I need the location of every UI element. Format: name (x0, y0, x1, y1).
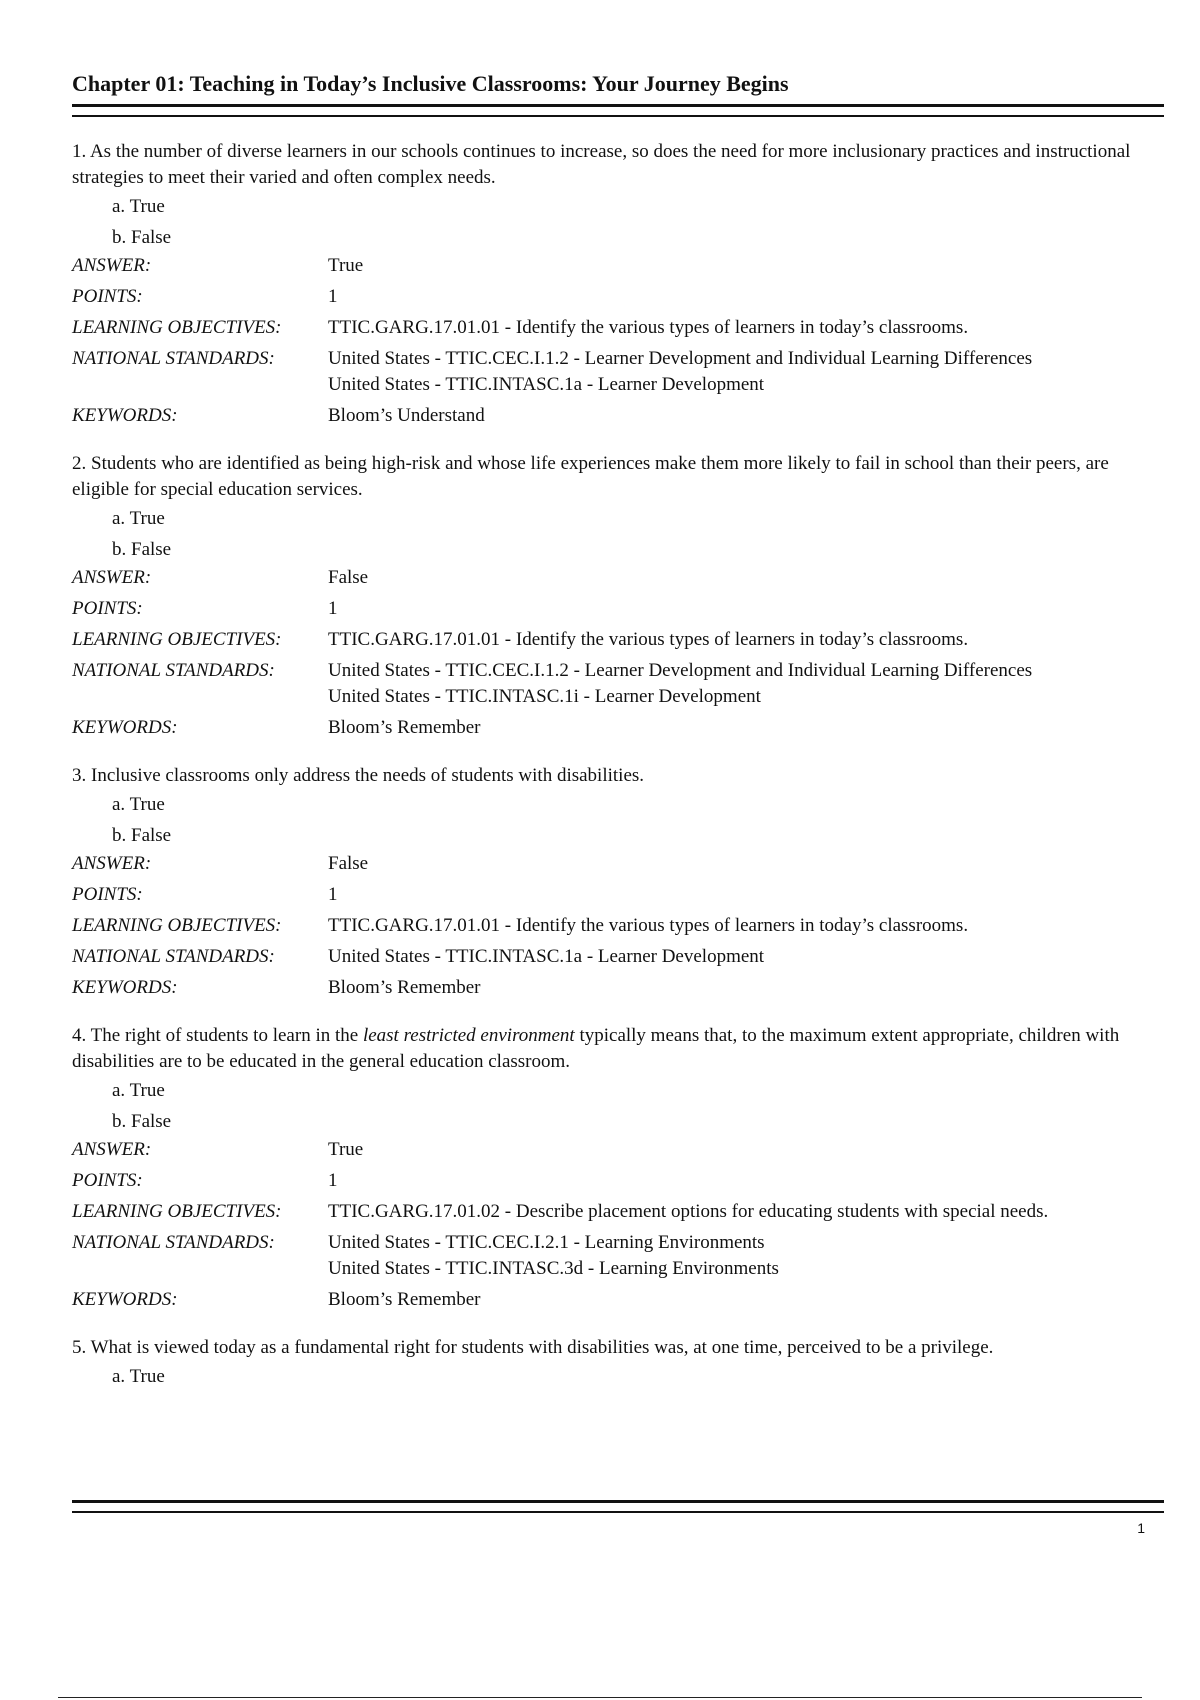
chapter-title: Chapter 01: Teaching in Today’s Inclusive Classrooms: Your Journey Begins (72, 71, 789, 96)
question-stem: 1. As the number of diverse learners in our schools continues to increase, so does the need for more inclusionary practices and instructional strategies to meet their varied and often complex needs. (72, 141, 1131, 188)
answer-choice: b. False (112, 825, 172, 846)
answer-row-label: ANSWER: (72, 567, 152, 588)
learning-objectives-row-label: LEARNING OBJECTIVES: (72, 317, 282, 338)
answer-choice: a. True (112, 794, 165, 815)
points-row-value: 1 (328, 598, 338, 619)
national-standards-row-label: NATIONAL STANDARDS: (72, 348, 275, 369)
national-standards-row-value: United States - TTIC.CEC.I.1.2 - Learner Development and Individual Learning Differences United States - TTIC.INTASC.1i - Learner Development (328, 660, 1033, 707)
learning-objectives-row-value: TTIC.GARG.17.01.02 - Describe placement options for educating students with special needs. (328, 1201, 1049, 1222)
points-row-label: POINTS: (72, 286, 143, 307)
answer-choice: b. False (112, 1111, 172, 1132)
national-standards-row-label: NATIONAL STANDARDS: (72, 660, 275, 681)
keywords-row-label: KEYWORDS: (72, 717, 178, 738)
national-standards-row-label: NATIONAL STANDARDS: (72, 946, 275, 967)
learning-objectives-row (72, 1199, 1164, 1225)
answer-row (72, 1137, 1164, 1163)
question-block (72, 139, 1164, 429)
national-standards-row (72, 658, 1164, 710)
points-row (72, 882, 1164, 908)
answer-row (72, 253, 1164, 279)
header-rule (72, 104, 1164, 117)
question-list (72, 139, 1164, 1392)
answer-row-value: False (328, 567, 369, 588)
bottom-divider (58, 1697, 1142, 1698)
keywords-row-value: Bloom’s Remember (328, 977, 481, 998)
points-row-label: POINTS: (72, 1170, 143, 1191)
national-standards-row (72, 1230, 1164, 1282)
footer-rule (72, 1500, 1164, 1513)
points-row (72, 1168, 1164, 1194)
learning-objectives-row-label: LEARNING OBJECTIVES: (72, 629, 282, 650)
page-number: 1 (1137, 1520, 1145, 1536)
answer-row-label: ANSWER: (72, 1139, 152, 1160)
answer-row-value: False (328, 853, 369, 874)
keywords-row-value: Bloom’s Understand (328, 405, 485, 426)
keywords-row (72, 975, 1164, 1001)
learning-objectives-row-value: TTIC.GARG.17.01.01 - Identify the various types of learners in today’s classrooms. (328, 317, 969, 338)
answer-choice: a. True (112, 1080, 165, 1101)
national-standards-row-value: United States - TTIC.CEC.I.2.1 - Learning Environments United States - TTIC.INTASC.3d - Learning Environments (328, 1232, 779, 1279)
keywords-row-label: KEYWORDS: (72, 405, 178, 426)
learning-objectives-row-value: TTIC.GARG.17.01.01 - Identify the various types of learners in today’s classrooms. (328, 915, 969, 936)
points-row-label: POINTS: (72, 884, 143, 905)
answer-row (72, 851, 1164, 877)
learning-objectives-row (72, 627, 1164, 653)
emphasized-term: least restricted environment (362, 1025, 575, 1046)
answer-choice: a. True (112, 196, 165, 217)
question-block (72, 1023, 1164, 1313)
answer-row (72, 565, 1164, 591)
question-block (72, 451, 1164, 741)
points-row-label: POINTS: (72, 598, 143, 619)
question-stem: 2. Students who are identified as being high-risk and whose life experiences make them more likely to fail in school than their peers, are eligible for special education services. (72, 453, 1109, 500)
answer-row-value: True (328, 255, 364, 276)
question-block (72, 763, 1164, 1001)
national-standards-row-value: United States - TTIC.CEC.I.1.2 - Learner Development and Individual Learning Differences United States - TTIC.INTASC.1a - Learner Development (328, 348, 1033, 395)
answer-choice: b. False (112, 539, 172, 560)
keywords-row-label: KEYWORDS: (72, 977, 178, 998)
points-row-value: 1 (328, 286, 338, 307)
points-row (72, 284, 1164, 310)
keywords-row (72, 403, 1164, 429)
keywords-row (72, 1287, 1164, 1313)
answer-choice: a. True (112, 1366, 165, 1387)
keywords-row-value: Bloom’s Remember (328, 1289, 481, 1310)
points-row-value: 1 (328, 884, 338, 905)
keywords-row-label: KEYWORDS: (72, 1289, 178, 1310)
answer-row-label: ANSWER: (72, 255, 152, 276)
learning-objectives-row-value: TTIC.GARG.17.01.01 - Identify the various types of learners in today’s classrooms. (328, 629, 969, 650)
answer-choice: a. True (112, 508, 165, 529)
question-stem: 4. The right of students to learn in the least restricted environment typically means that, to the maximum extent appropriate, children with disabilities are to be educated in the general education classroom. (72, 1025, 1120, 1072)
question-stem: 5. What is viewed today as a fundamental right for students with disabilities was, at one time, perceived to be a privilege. (72, 1337, 994, 1358)
question-stem: 3. Inclusive classrooms only address the needs of students with disabilities. (72, 765, 645, 786)
answer-choice: b. False (112, 227, 172, 248)
points-row (72, 596, 1164, 622)
national-standards-row (72, 944, 1164, 970)
national-standards-row-value: United States - TTIC.INTASC.1a - Learner Development (328, 946, 765, 967)
document-page (72, 70, 1164, 1392)
learning-objectives-row (72, 913, 1164, 939)
points-row-value: 1 (328, 1170, 338, 1191)
learning-objectives-row-label: LEARNING OBJECTIVES: (72, 915, 282, 936)
answer-row-label: ANSWER: (72, 853, 152, 874)
question-block (72, 1335, 1164, 1392)
national-standards-row (72, 346, 1164, 398)
answer-row-value: True (328, 1139, 364, 1160)
keywords-row (72, 715, 1164, 741)
national-standards-row-label: NATIONAL STANDARDS: (72, 1232, 275, 1253)
learning-objectives-row-label: LEARNING OBJECTIVES: (72, 1201, 282, 1222)
learning-objectives-row (72, 315, 1164, 341)
keywords-row-value: Bloom’s Remember (328, 717, 481, 738)
